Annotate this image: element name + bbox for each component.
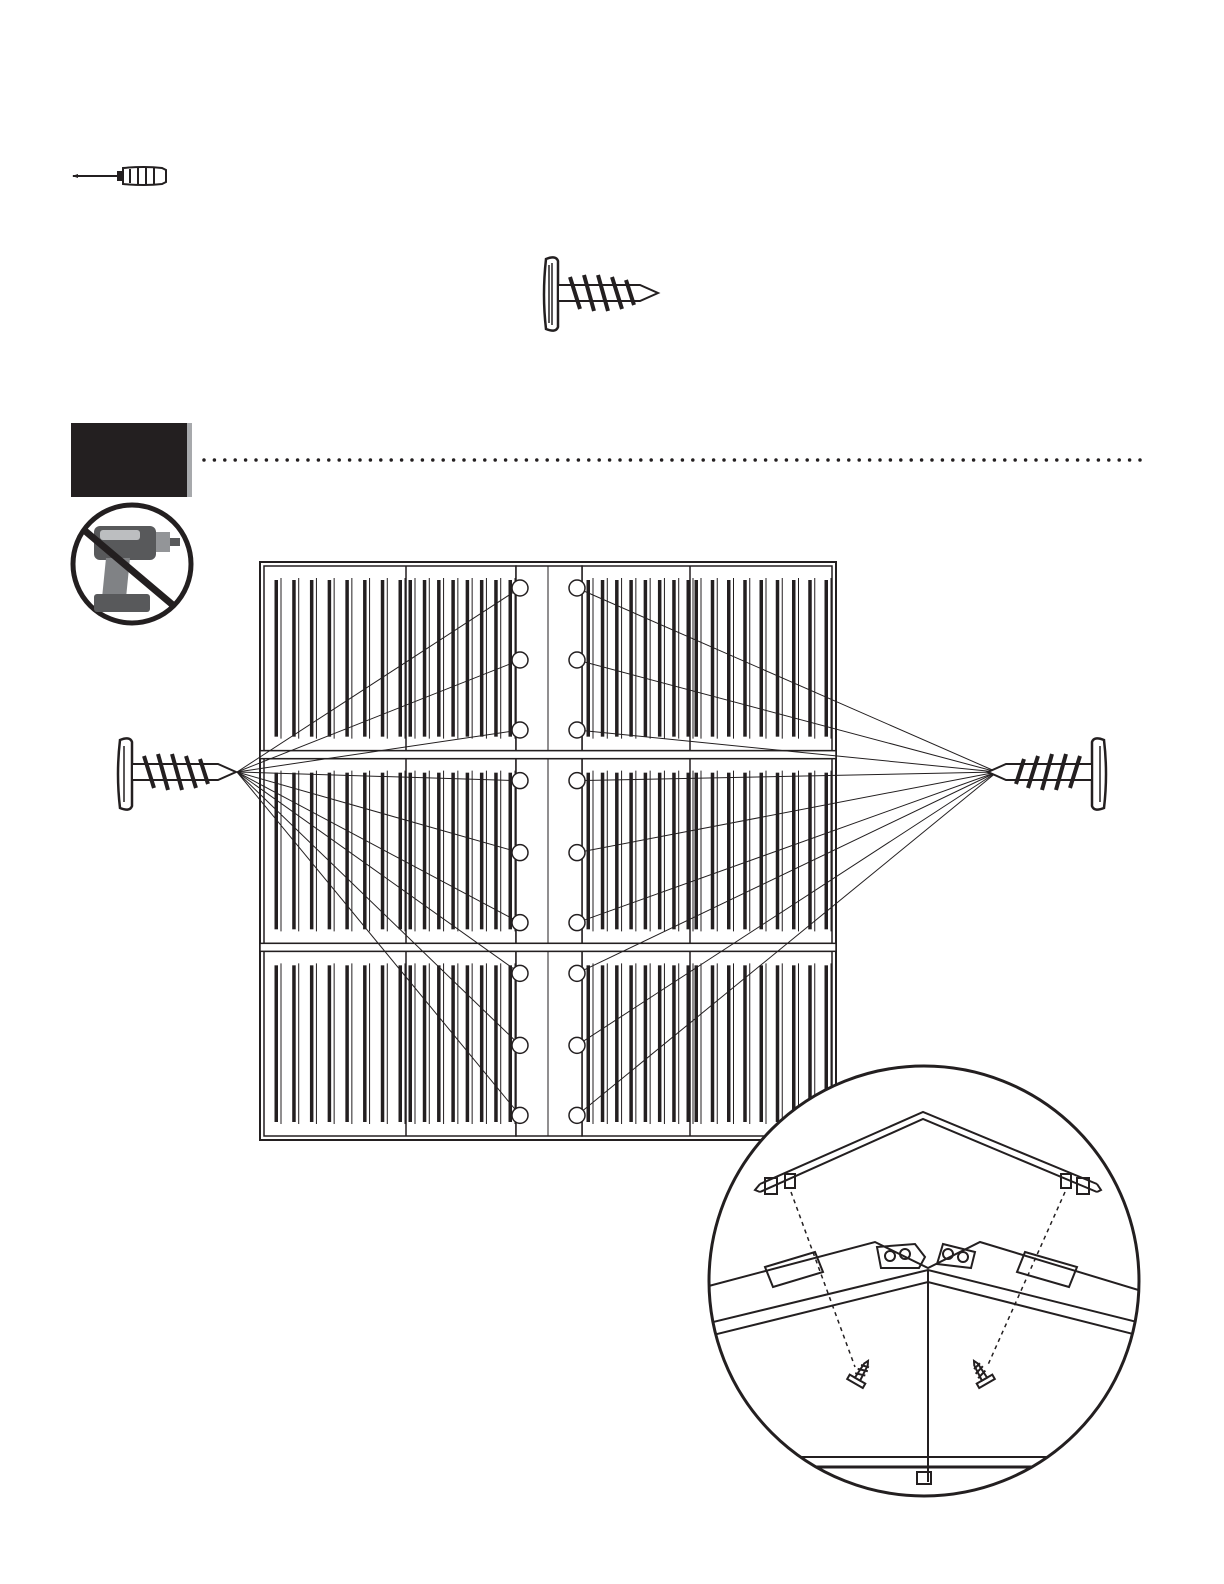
screw-icon	[540, 255, 665, 333]
screw-hole-left	[512, 652, 528, 668]
screw-hole-right	[569, 722, 585, 738]
screw-hole-left	[512, 965, 528, 981]
screw-hole-right	[569, 1107, 585, 1123]
screw-hole-left	[512, 1107, 528, 1123]
screw-callout-right	[988, 738, 1106, 809]
screw-hole-right	[569, 580, 585, 596]
ridge-cap-detail-callout	[705, 1062, 1145, 1502]
screw-hole-right	[569, 1037, 585, 1053]
roof-panel-assembly-diagram	[100, 550, 1130, 1150]
screw-hole-left	[512, 915, 528, 931]
screw-callout-left	[118, 738, 236, 809]
step-badge-shadow	[187, 423, 192, 497]
screw-hole-right	[569, 652, 585, 668]
screw-hole-left	[512, 580, 528, 596]
screw-hole-left	[512, 845, 528, 861]
roof-panel-row	[264, 566, 832, 751]
screw-hole-left	[512, 1037, 528, 1053]
dotted-separator	[200, 455, 1150, 465]
screw-hole-right	[569, 915, 585, 931]
screw-hole-left	[512, 773, 528, 789]
screw-hole-right	[569, 773, 585, 789]
step-number-badge	[71, 423, 187, 497]
screw-hole-left	[512, 722, 528, 738]
screw-hole-right	[569, 965, 585, 981]
screw-hole-right	[569, 845, 585, 861]
screwdriver-icon	[70, 160, 175, 190]
